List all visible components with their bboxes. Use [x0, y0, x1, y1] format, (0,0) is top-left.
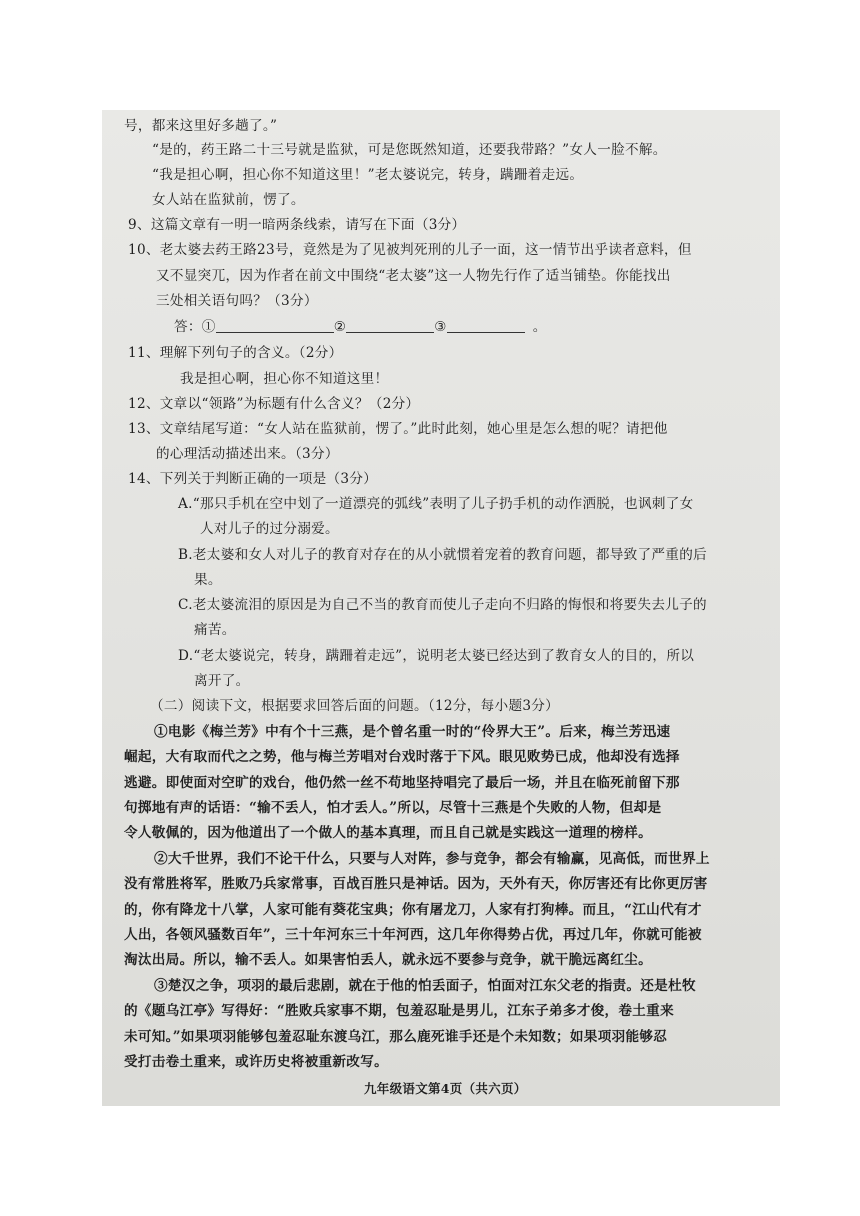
question-9: 9、这篇文章有一明一暗两条线索，请写在下面（3分） [128, 217, 466, 233]
option-c-cont: 痛苦。 [194, 622, 236, 638]
exam-page [102, 110, 780, 1106]
paragraph-3-line: ③楚汉之争，项羽的最后悲剧，就在于他的怕丢面子，怕面对江东父老的指责。还是杜牧 [154, 978, 696, 994]
paragraph-1-line: ①电影《梅兰芳》中有个十三燕，是个曾名重一时的“伶界大王”。后来，梅兰芳迅速 [154, 724, 671, 740]
answer-prefix: 答：① [174, 319, 216, 335]
story-line: “我是担心啊，担心你不知道这里！”老太婆说完，转身，蹒跚着走远。 [152, 167, 584, 183]
answer-mark-2: ② [333, 319, 347, 335]
paragraph-2-line: 没有常胜将军，胜败乃兵家常事，百战百胜只是神话。因为，天外有天，你厉害还有比你更厉害 [124, 876, 708, 892]
section-2-heading: （二）阅读下文，根据要求回答后面的问题。（12分，每小题3分） [150, 698, 560, 714]
story-line: 号，都来这里好多趟了。” [124, 118, 278, 134]
option-d: D.“老太婆说完，转身，蹒跚着走远”，说明老太婆已经达到了教育女人的目的，所以 [178, 648, 695, 664]
option-a-cont: 人对儿子的过分溺爱。 [200, 521, 339, 537]
question-11-sentence: 我是担心啊，担心你不知道这里！ [180, 371, 389, 387]
paragraph-2-line: 人出，各领风骚数百年”，三十年河东三十年河西，这几年你得势占优，再过几年，你就可能被 [124, 927, 702, 943]
paragraph-1-line: 崛起，大有取而代之之势，他与梅兰芳唱对台戏时落于下风。眼见败势已成，他却没有选择 [124, 749, 680, 765]
question-10: 10、老太婆去药王路23号，竟然是为了见被判死刑的儿子一面，这一情节出乎读者意料，但 [128, 242, 692, 258]
option-d-cont: 离开了。 [194, 673, 250, 689]
question-10-cont: 又不显突兀，因为作者在前文中围绕“老太婆”这一人物先行作了适当铺垫。你能找出 [156, 268, 671, 284]
paragraph-2-line: 淘汰出局。所以，输不丢人。如果害怕丢人，就永远不要参与竞争，就干脆远离红尘。 [124, 952, 652, 968]
question-13: 13、文章结尾写道：“女人站在监狱前，愣了。”此时此刻，她心里是怎么想的呢？请把他 [128, 421, 668, 437]
paragraph-3-line: 受打击卷土重来，或许历史将被重新改写。 [124, 1054, 388, 1070]
story-line: 女人站在监狱前，愣了。 [152, 192, 305, 208]
question-12: 12、文章以“领路”为标题有什么含义？（2分） [128, 396, 420, 412]
paragraph-1-line: 句掷地有声的话语：“输不丢人，怕才丢人。”所以，尽管十三燕是个失败的人物，但却是 [124, 800, 662, 816]
option-b-cont: 果。 [194, 572, 222, 588]
paragraph-1-line: 逃避。即使面对空旷的戏台，他仍然一丝不苟地坚持唱完了最后一场，并且在临死前留下那 [124, 775, 680, 791]
paragraph-1-line: 令人敬佩的，因为他道出了一个做人的基本真理，而且自己就是实践这一道理的榜样。 [124, 825, 652, 841]
answer-line [174, 318, 547, 336]
answer-blank-1[interactable] [216, 318, 334, 333]
page-footer: 九年级语文第4页（共六页） [364, 1081, 527, 1096]
option-a: A.“那只手机在空中划了一道漂亮的弧线”表明了儿子扔手机的动作洒脱，也讽刺了女 [178, 496, 694, 512]
question-11: 11、理解下列句子的含义。（2分） [128, 345, 343, 361]
question-10-cont: 三处相关语句吗？（3分） [156, 293, 318, 309]
answer-blank-3[interactable] [447, 318, 525, 333]
answer-mark-3: ③ [434, 319, 447, 335]
paragraph-2-line: 的，你有降龙十八掌，人家可能有葵花宝典；你有屠龙刀，人家有打狗棒。而且，“江山代有才 [124, 902, 702, 918]
paragraph-3-line: 未可知。”如果项羽能够包羞忍耻东渡乌江，那么鹿死谁手还是个未知数；如果项羽能够忍 [124, 1029, 668, 1045]
option-c: C.老太婆流泪的原因是为自己不当的教育而使儿子走向不归路的悔恨和将要失去儿子的 [178, 597, 707, 613]
question-13-cont: 的心理活动描述出来。（3分） [156, 446, 339, 462]
option-b: B.老太婆和女人对儿子的教育对存在的从小就惯着宠着的教育问题，都导致了严重的后 [178, 547, 707, 563]
paragraph-2-line: ②大千世界，我们不论干什么，只要与人对阵，参与竞争，都会有输赢，见高低，而世界上 [154, 851, 710, 867]
paragraph-3-line: 的《题乌江亭》写得好：“胜败兵家事不期，包羞忍耻是男儿，江东子弟多才俊，卷土重来 [124, 1003, 674, 1019]
story-line: “是的，药王路二十三号就是监狱，可是您既然知道，还要我带路？”女人一脸不解。 [152, 142, 667, 158]
answer-end: 。 [532, 319, 547, 335]
question-14: 14、下列关于判断正确的一项是（3分） [128, 471, 378, 487]
answer-blank-2[interactable] [346, 318, 434, 333]
